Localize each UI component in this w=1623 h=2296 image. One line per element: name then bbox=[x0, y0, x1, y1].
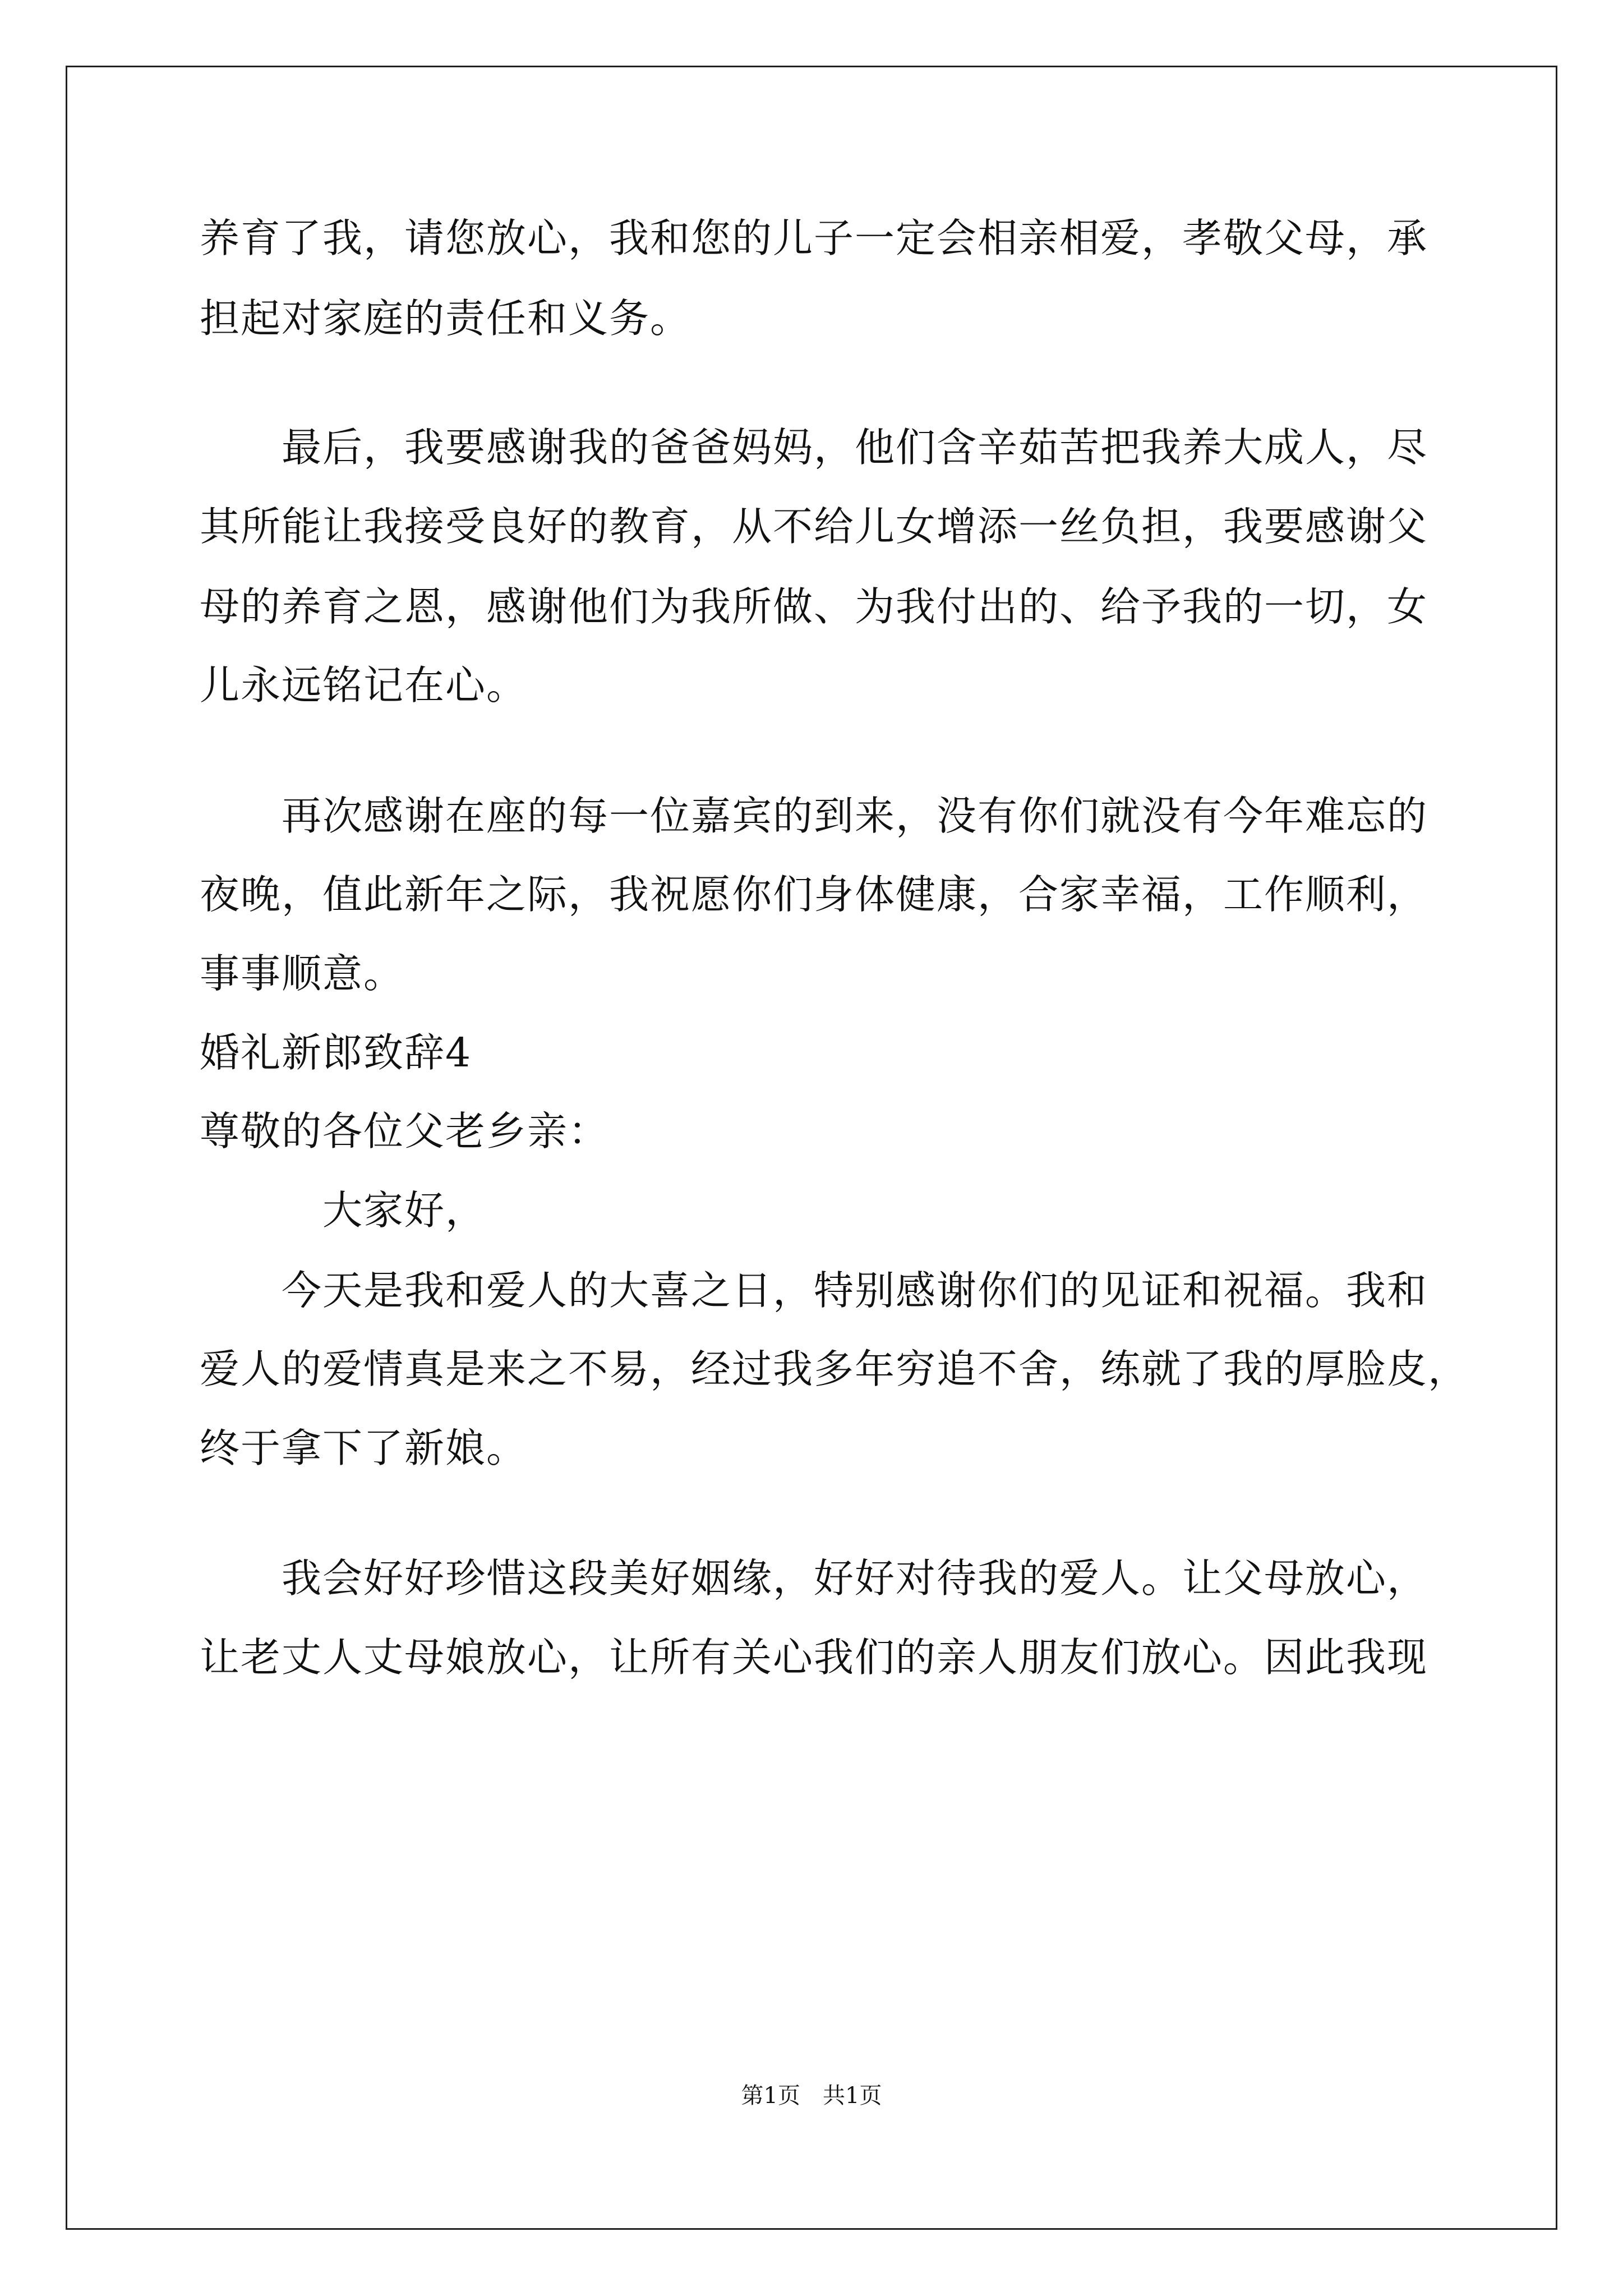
text-line: 母的养育之恩，感谢他们为我所做、为我付出的、给予我的一切，女 bbox=[200, 583, 1428, 630]
text-line: 我会好好珍惜这段美好姻缘，好好对待我的爱人。让父母放心， bbox=[200, 1555, 1428, 1602]
text-line: 爱人的爱情真是来之不易，经过我多年穷追不舍，练就了我的厚脸皮， bbox=[200, 1346, 1469, 1392]
section-heading: 婚礼新郎致辞4 bbox=[200, 1029, 472, 1076]
text-line: 儿永远铭记在心。 bbox=[200, 662, 528, 708]
text-line: 让老丈人丈母娘放心，让所有关心我们的亲人朋友们放心。因此我现 bbox=[200, 1634, 1428, 1681]
salutation: 尊敬的各位父老乡亲： bbox=[200, 1108, 610, 1154]
text-line: 养育了我，请您放心，我和您的儿子一定会相亲相爱，孝敬父母，承 bbox=[200, 215, 1428, 261]
text-line: 其所能让我接受良好的教育，从不给儿女增添一丝负担，我要感谢父 bbox=[200, 503, 1428, 550]
text-line: 担起对家庭的责任和义务。 bbox=[200, 295, 691, 342]
greeting: 大家好， bbox=[200, 1187, 487, 1234]
text-line: 最后，我要感谢我的爸爸妈妈，他们含辛茹苦把我养大成人，尽 bbox=[200, 424, 1428, 471]
text-line: 事事顺意。 bbox=[200, 950, 405, 997]
text-line: 终于拿下了新娘。 bbox=[200, 1425, 528, 1471]
text-line: 再次感谢在座的每一位嘉宾的到来，没有你们就没有今年难忘的 bbox=[200, 793, 1428, 839]
text-line: 今天是我和爱人的大喜之日，特别感谢你们的见证和祝福。我和 bbox=[200, 1267, 1428, 1314]
page-number-footer: 第1页 共1页 bbox=[741, 2083, 882, 2109]
text-line: 夜晚，值此新年之际，我祝愿你们身体健康，合家幸福，工作顺利， bbox=[200, 871, 1428, 918]
